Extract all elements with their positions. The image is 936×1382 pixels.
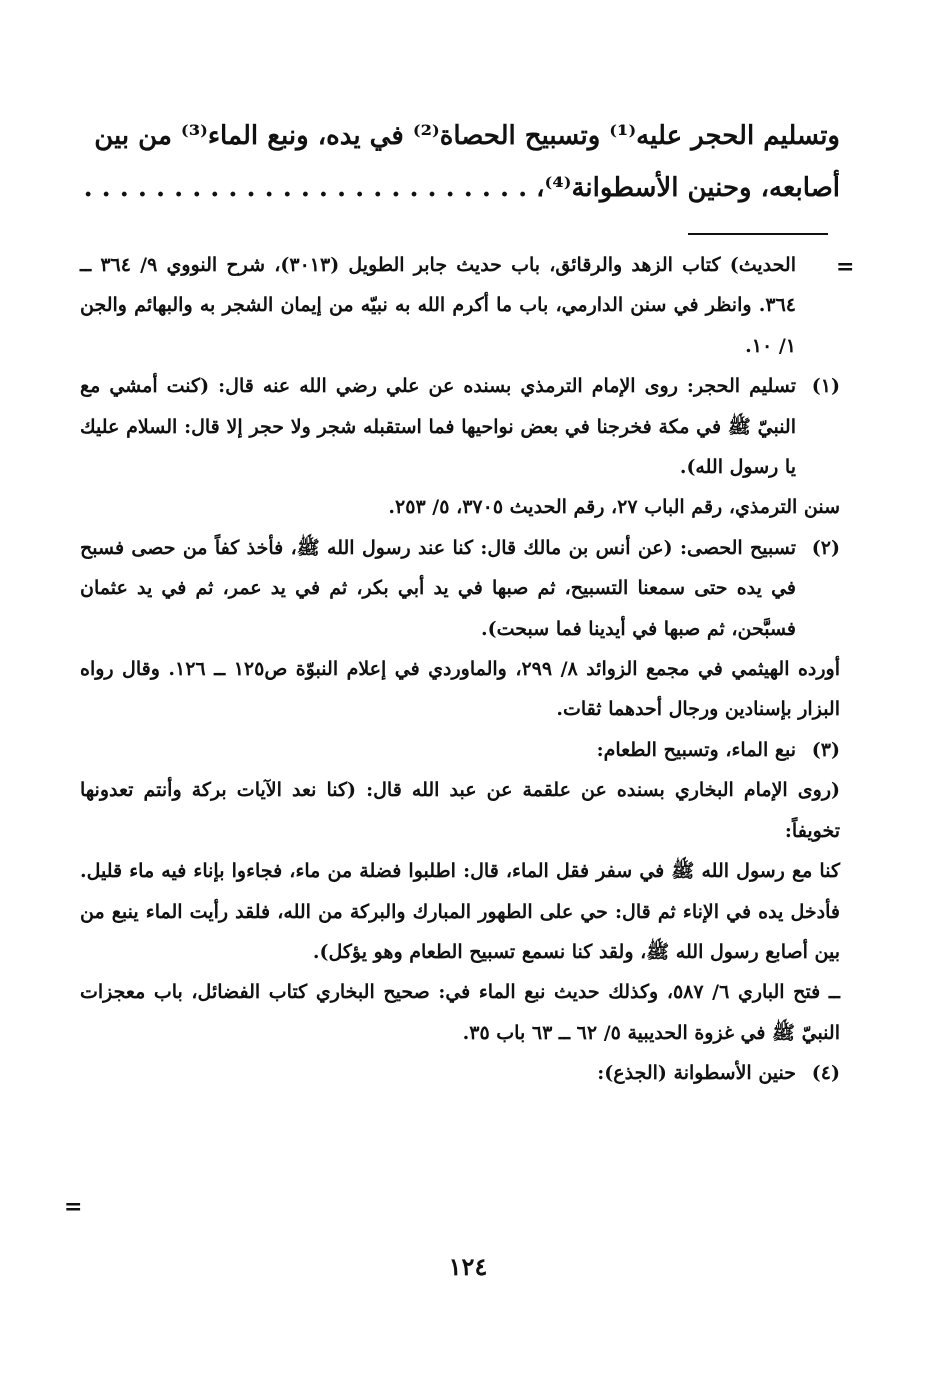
main-text-line-2: أصابعه، وحنين الأسطوانة⁽⁴⁾، . . . . . . . . . . . . . . . . . . . . . . . . . xyxy=(83,173,840,203)
footnote-3-number: (٣) xyxy=(811,738,840,761)
footnotes xyxy=(80,245,840,1094)
continued-mark-top: = xyxy=(836,254,855,280)
main-text xyxy=(80,110,840,214)
footnote-3-source: ــ فتح الباري ٦/ ٥٨٧، وكذلك حديث نبع الماء في: صحيح البخاري كتاب الفضائل، باب معجزات النبيّ ﷺ في غزوة الحديبية ٥/ ٦٢ ــ ٦٣ باب ٣٥. xyxy=(80,981,840,1044)
footnote-2-number: (٢) xyxy=(811,536,840,559)
page-number: ١٢٤ xyxy=(448,1252,488,1281)
footnote-1-source: سنن الترمذي، رقم الباب ٢٧، رقم الحديث ٣٧٠٥، ٥/ ٢٥٣. xyxy=(388,496,840,519)
footnote-4-number: (٤) xyxy=(811,1062,840,1085)
footnote-3-paragraph-1: (روى الإمام البخاري بسنده عن علقمة عن عبد الله قال: (كنا نعد الآيات بركة وأنتم تعدونها تخويفاً: xyxy=(80,779,840,842)
footnote-1 xyxy=(80,366,840,487)
footnote-2-source: أورده الهيثمي في مجمع الزوائد ٨/ ٢٩٩، والماوردي في إعلام النبوّة ص١٢٥ ــ ١٢٦. وقال رواه البزار بإسنادين ورجال أحدهما ثقات. xyxy=(80,658,840,721)
footnote-4 xyxy=(80,1053,840,1093)
footnote-3-paragraph-2: كنا مع رسول الله ﷺ في سفر فقل الماء، قال: اطلبوا فضلة من ماء، فجاءوا بإناء فيه ماء قليل. فأدخل يده في الإناء ثم قال: حي على الطهور المبارك والبركة من الله، فلقد رأيت الماء ينبع من بين أصابع رسول الله ﷺ، ولقد كنا نسمع تسبيح الطعام وهو يؤكل). xyxy=(80,860,840,963)
continued-mark-bottom: = xyxy=(64,1194,83,1220)
footnote-4-heading: حنين الأسطوانة (الجذع): xyxy=(597,1062,796,1085)
footnote-continuation: الحديث) كتاب الزهد والرقائق، باب حديث جابر الطويل (٣٠١٣)، شرح النووي ٩/ ٣٦٤ ــ ٣٦٤. وانظر في سنن الدارمي، باب ما أكرم الله به نبيّه من إيمان الشجر به والبهائم والجن ١/ ١٠. xyxy=(80,254,796,357)
footnote-3-heading: نبع الماء، وتسبيح الطعام: xyxy=(596,738,796,761)
footnote-2-text: تسبيح الحصى: (عن أنس بن مالك قال: كنا عند رسول الله ﷺ، فأخذ كفاً من حصى فسبح في يده حتى سمعنا التسبيح، ثم صبها في يد أبي بكر، ثم في يد عمر، ثم في يد عثمان فسبَّحن، ثم صبها في أيدينا فما سبحت). xyxy=(80,536,796,640)
footnote-1-number: (١) xyxy=(811,375,840,398)
footnote-2 xyxy=(80,528,840,649)
footnote-separator xyxy=(688,233,828,235)
main-text-line-1: وتسليم الحجر عليه⁽¹⁾ وتسبيح الحصاة⁽²⁾ في يده، ونبع الماء⁽³⁾ من بين xyxy=(94,121,840,151)
footnote-1-text: تسليم الحجر: روى الإمام الترمذي بسنده عن علي رضي الله عنه قال: (كنت أمشي مع النبيّ ﷺ في مكة فخرجنا في بعض نواحيها فما استقبله شجر ولا حجر إلا قال: السلام عليك يا رسول الله). xyxy=(80,375,796,479)
footnote-3 xyxy=(80,730,840,770)
